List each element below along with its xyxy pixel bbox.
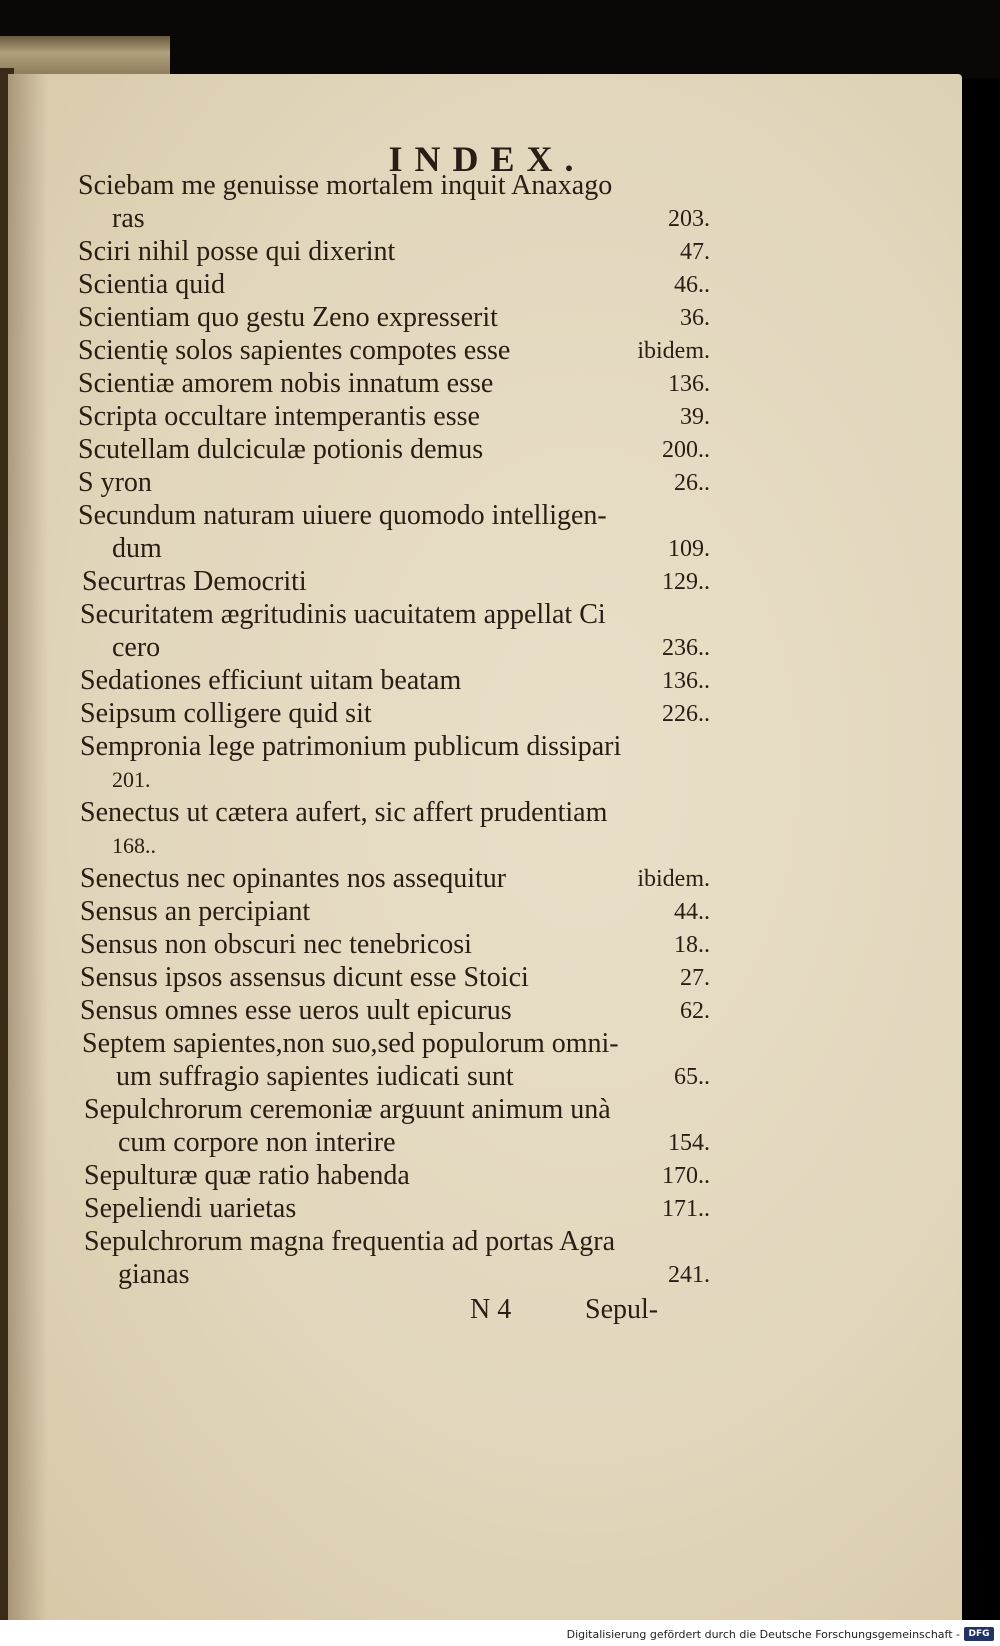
entry-page: 136.. bbox=[662, 668, 710, 694]
entry-text: Senectus nec opinantes nos assequitur bbox=[80, 863, 507, 894]
entry-text: cero bbox=[112, 632, 161, 663]
entry-page: 62. bbox=[680, 998, 710, 1024]
entry-page: 36. bbox=[680, 305, 710, 331]
entry-page: 18.. bbox=[674, 932, 710, 958]
entry-page: 46.. bbox=[674, 272, 710, 298]
entry-text: Sensus ipsos assensus dicunt esse Stoici bbox=[80, 962, 529, 993]
entry-page: ibidem. bbox=[637, 338, 710, 364]
entry-page: 27. bbox=[680, 965, 710, 991]
entry-page: 39. bbox=[680, 404, 710, 430]
entry-text: gianas bbox=[118, 1259, 190, 1290]
entry-text: um suffragio sapientes iudicati sunt bbox=[116, 1061, 514, 1092]
entry-text: ras bbox=[112, 203, 145, 234]
entry-text: S yron bbox=[78, 467, 152, 498]
entry-text: Sensus omnes esse ueros uult epicurus bbox=[80, 995, 512, 1026]
digitization-credit: Digitalisierung gefördert durch die Deutsche Forschungsgemeinschaft - bbox=[566, 1628, 960, 1641]
entry-page: 154. bbox=[668, 1130, 710, 1156]
entry-text: Sepulchrorum ceremoniæ arguunt animum unà bbox=[84, 1094, 611, 1125]
entry-text: Scientia quid bbox=[78, 269, 225, 300]
entry-text: Scripta occultare intemperantis esse bbox=[78, 401, 480, 432]
entry-text: Seipsum colligere quid sit bbox=[80, 698, 372, 729]
entry-page: 226.. bbox=[662, 701, 710, 727]
entry-text: Sciri nihil posse qui dixerint bbox=[78, 236, 396, 267]
entry-page: 236.. bbox=[662, 635, 710, 661]
entry-page: 170.. bbox=[662, 1163, 710, 1189]
entry-page: 136. bbox=[668, 371, 710, 397]
entry-page: 241. bbox=[668, 1262, 710, 1288]
entry-text: Sepulchrorum magna frequentia ad portas Agra bbox=[84, 1226, 616, 1257]
signature-mark: N 4 bbox=[470, 1294, 512, 1325]
entry-page: 200.. bbox=[662, 437, 710, 463]
entry-text: Septem sapientes,non suo,sed populorum omni- bbox=[82, 1028, 619, 1059]
entry-page: 109. bbox=[668, 536, 710, 562]
entry-text: dum bbox=[112, 533, 162, 564]
entry-page: 44.. bbox=[674, 899, 710, 925]
entry-text: Scientiam quo gestu Zeno expresserit bbox=[78, 302, 498, 333]
entry-page: ibidem. bbox=[637, 866, 710, 892]
gutter-shadow bbox=[8, 74, 48, 1620]
entry-text: Sensus an percipiant bbox=[80, 896, 311, 927]
catchword: Sepul- bbox=[585, 1294, 659, 1325]
entry-text: Scientiæ amorem nobis innatum esse bbox=[78, 368, 494, 399]
entry-page: 26.. bbox=[674, 470, 710, 496]
dfg-logo: DFG bbox=[964, 1627, 994, 1641]
entry-text: cum corpore non interire bbox=[118, 1127, 396, 1158]
entry-text: Sepeliendi uarietas bbox=[84, 1193, 297, 1224]
entry-text: Securitatem ægritudinis uacuitatem appellat Ci bbox=[80, 599, 606, 630]
entry-page: 171.. bbox=[662, 1196, 710, 1222]
entry-page: 47. bbox=[680, 239, 710, 265]
entry-text: Securtras Democriti bbox=[82, 566, 307, 597]
entry-text: Secundum naturam uiuere quomodo intelligen- bbox=[78, 500, 607, 531]
entry-page: 129.. bbox=[662, 569, 710, 595]
entry-text: Scientię solos sapientes compotes esse bbox=[78, 335, 511, 366]
entry-text: Sciebam me genuisse mortalem inquit Anaxago bbox=[78, 170, 613, 201]
entry-text: 168.. bbox=[112, 833, 156, 858]
entry-text: Sepulturæ quæ ratio habenda bbox=[84, 1160, 410, 1191]
entry-text: Sedationes efficiunt uitam beatam bbox=[80, 665, 462, 696]
book-spine-edge bbox=[0, 36, 170, 78]
entry-page: 203. bbox=[668, 206, 710, 232]
entry-text: Sensus non obscuri nec tenebricosi bbox=[80, 929, 472, 960]
entry-text: 201. bbox=[112, 767, 151, 792]
entry-text: Scutellam dulciculæ potionis demus bbox=[78, 434, 484, 465]
entry-text: Sempronia lege patrimonium publicum dissipari bbox=[80, 731, 622, 762]
entry-page: 65.. bbox=[674, 1064, 710, 1090]
entry-text: Senectus ut cætera aufert, sic affert prudentiam bbox=[80, 797, 608, 828]
page-header: INDEX. bbox=[388, 139, 586, 179]
